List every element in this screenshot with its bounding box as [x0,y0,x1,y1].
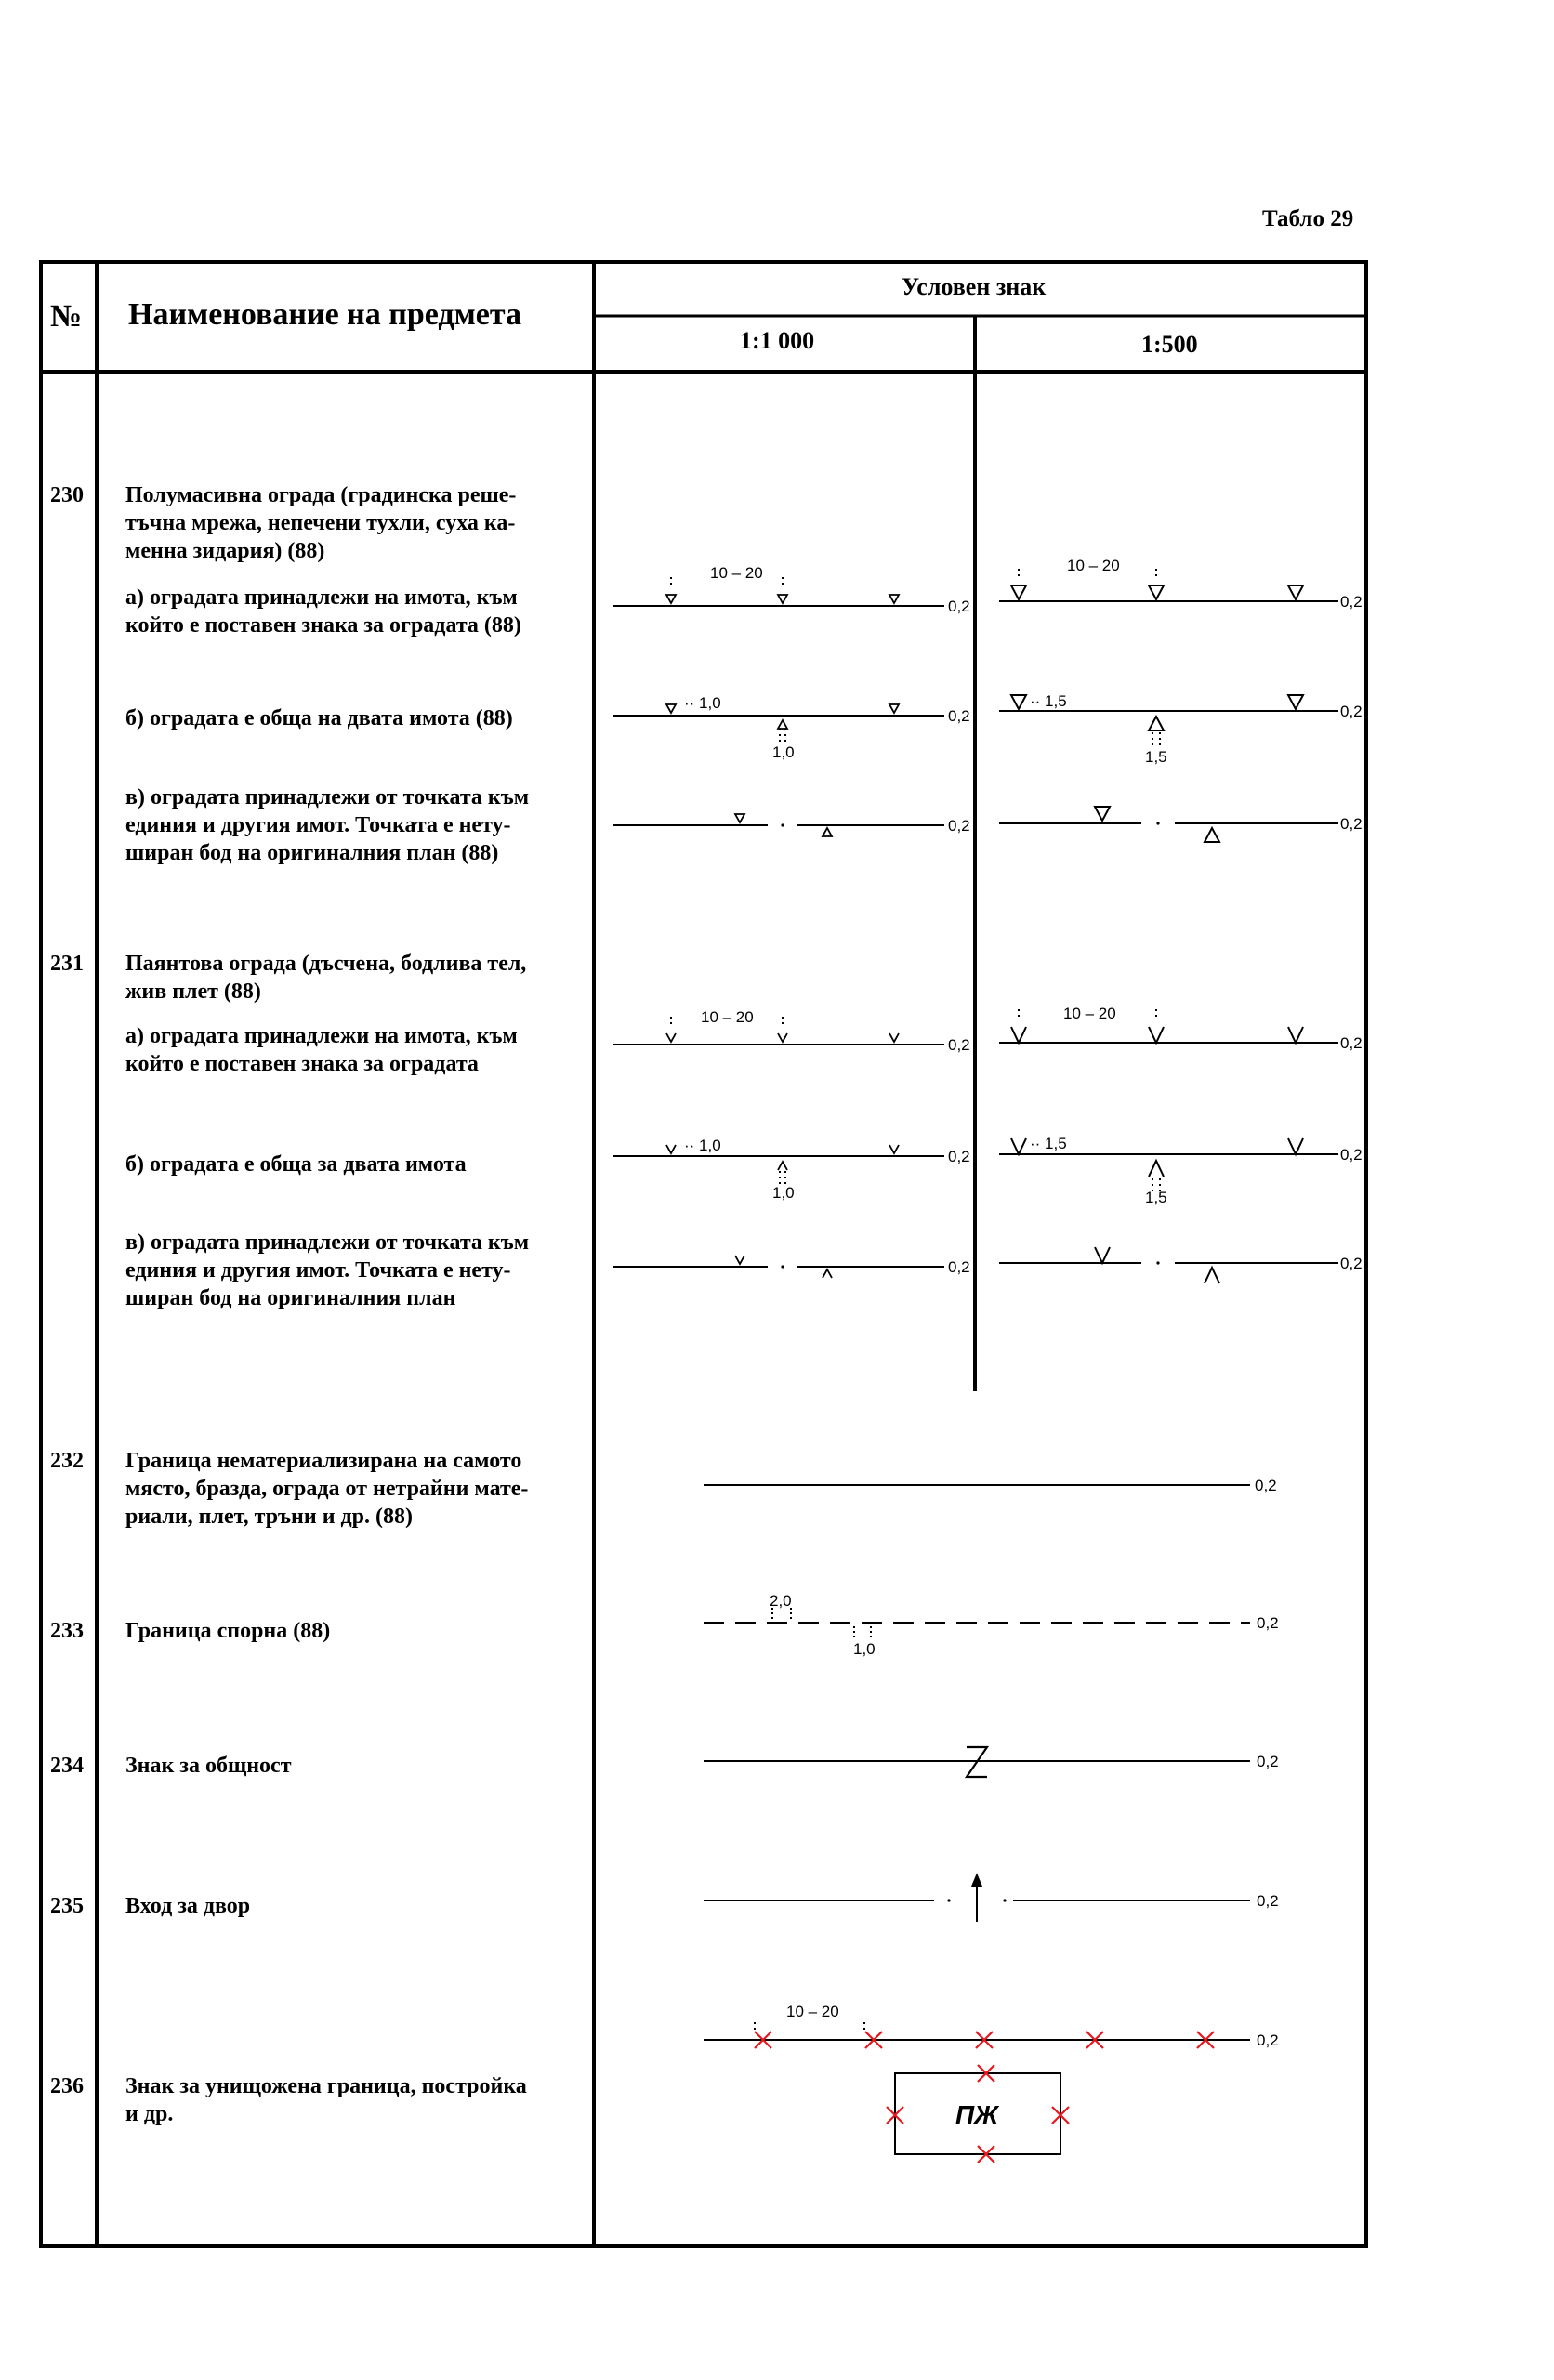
building-label: ПЖ [955,2100,999,2129]
gap-label-bottom: 1,0 [772,1184,795,1202]
gap-label-top: ·· 1,0 [684,1137,721,1154]
dash-label: 2,0 [770,1592,792,1610]
row-230-a: а) оградата принадлежи на имота, към който е поставен знака за оградата (88) [125,585,521,638]
thickness-label: 0,2 [948,707,970,725]
row-number-232: 232 [50,1449,84,1473]
row-number-234: 234 [50,1754,84,1778]
thickness-label: 0,2 [948,1258,970,1276]
gap-label-top: ·· 1,5 [1030,692,1067,710]
row-230-b: б) оградата е обща на двата имота (88) [125,706,513,730]
thickness-label: 0,2 [1340,703,1363,720]
row-230-v: в) оградата принадлежи от точката към единия и другия имот. Точката е нету- ширан бод на оригиналния план (88) [125,785,530,865]
row-230-title: Полумасивна ограда (градинска реше- тъчна мрежа, непечени тухли, суха ка- менна зидария) (88) [125,483,517,563]
spacing-label: 10 – 20 [786,2003,839,2020]
thickness-label: 0,2 [948,598,970,615]
spacing-label: 10 – 20 [1063,1005,1116,1022]
gap-label-top: ·· 1,0 [684,694,721,712]
thickness-label: 0,2 [1340,593,1363,611]
row-235-title: Вход за двор [125,1894,251,1918]
thickness-label: 0,2 [1257,1614,1279,1632]
gap-label-bottom: 1,5 [1145,1189,1167,1206]
row-234-title: Знак за общност [125,1754,292,1778]
row-231-b: б) оградата е обща за двата имота [125,1152,467,1177]
header-number: № [50,299,83,334]
row-number-231: 231 [50,952,84,976]
row-231-a: а) оградата принадлежи на имота, към който е поставен знака за оградата [125,1024,518,1076]
thickness-label: 0,2 [1257,1892,1279,1910]
row-number-236: 236 [50,2074,84,2098]
thickness-label: 0,2 [948,1148,970,1165]
gap-label-bottom: 1,0 [772,743,795,761]
spacing-label: 10 – 20 [701,1008,754,1026]
thickness-label: 0,2 [1257,2032,1279,2049]
thickness-label: 0,2 [1340,815,1363,833]
thickness-label: 0,2 [1257,1753,1279,1770]
row-233-title: Граница спорна (88) [125,1619,331,1643]
spacing-label: 10 – 20 [1067,557,1120,574]
row-232-title: Граница нематериализирана на самото място, бразда, ограда от нетрайни мате- риали, плет, тръни и др. (88) [125,1449,529,1529]
gap-label-bottom: 1,5 [1145,748,1167,766]
row-231-title: Паянтова ограда (дъсчена, бодлива тел, жив плет (88) [125,952,527,1004]
thickness-label: 0,2 [1340,1255,1363,1272]
page-label: Табло 29 [1262,206,1354,231]
row-number-233: 233 [50,1619,84,1643]
spacing-label: 10 – 20 [710,564,763,582]
row-236-title: Знак за унищожена граница, постройка и др. [125,2074,527,2126]
row-number-235: 235 [50,1894,84,1918]
thickness-label: 0,2 [948,817,970,835]
thickness-label: 0,2 [948,1036,970,1054]
gap-label: 1,0 [853,1640,876,1658]
row-number-230: 230 [50,483,84,507]
thickness-label: 0,2 [1340,1146,1363,1164]
header-sign: Условен знак [902,273,1047,300]
thickness-label: 0,2 [1255,1477,1277,1494]
header-name: Наименование на предмета [128,297,521,332]
gap-label-top: ·· 1,5 [1030,1135,1067,1152]
thickness-label: 0,2 [1340,1034,1363,1052]
row-231-v: в) оградата принадлежи от точката към единия и другия имот. Точката е нету- ширан бод на оригиналния план [125,1230,530,1310]
header-scale-500: 1:500 [1141,331,1198,358]
header-scale-1000: 1:1 000 [740,327,815,354]
